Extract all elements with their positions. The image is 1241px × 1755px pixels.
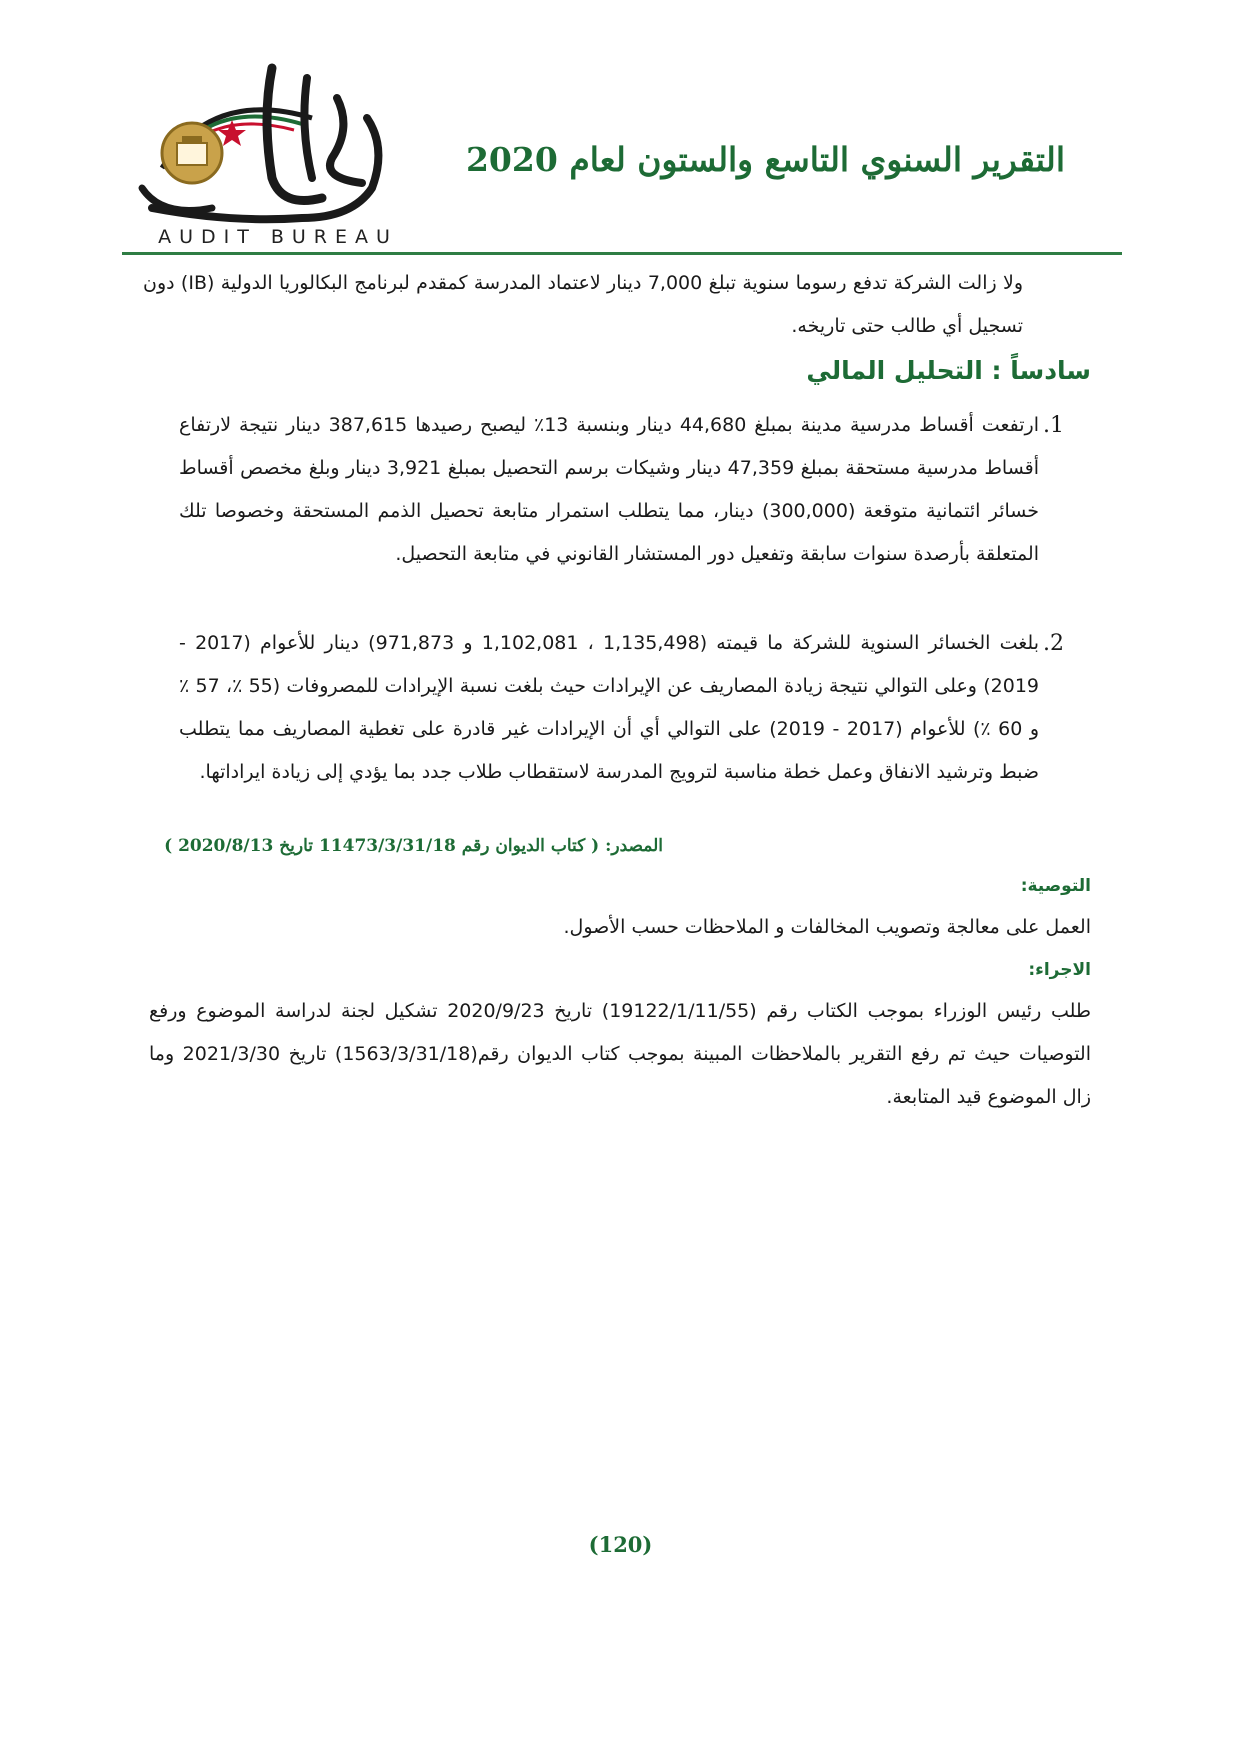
- action-block: [149, 990, 1091, 1119]
- report-title: [466, 140, 1065, 179]
- recommendation-block: [149, 906, 1091, 949]
- list-item-number: .2: [1043, 631, 1064, 656]
- action-label: الاجراء:: [1028, 960, 1091, 980]
- page-number: (120): [588, 1532, 653, 1557]
- report-year: 2020: [465, 140, 558, 179]
- calligraphy-logo-icon: [122, 58, 422, 228]
- intro-paragraph: ولا زالت الشركة تدفع رسوما سنوية تبلغ 7,000 دينار لاعتماد المدرسة كمقدم لبرنامج البكالوريا الدولية (IB) دون تسجيل أي طالب حتى تاريخه.: [143, 272, 1024, 337]
- page-header: [0, 0, 1241, 260]
- section-heading: سادساً : التحليل المالي: [806, 356, 1091, 385]
- recommendation-label: التوصية:: [1020, 876, 1091, 896]
- logo-english-text: AUDIT BUREAU: [158, 226, 398, 248]
- intro-block: [143, 262, 1023, 348]
- audit-bureau-logo: [122, 58, 422, 258]
- list-item-text: بلغت الخسائر السنوية للشركة ما قيمته (1,135,498 ، 1,102,081 و 971,873) دينار للأعوام (2017 - 2019) وعلى التوالي نتيجة زيادة المصاريف عن الإيرادات حيث بلغت نسبة الإيرادات للمصروفات (55 ٪، 57 ٪ و 60 ٪) للأعوام (2017 - 2019) على التوالي أي أن الإيرادات غير قادرة على تغطية المصاريف مما يتطلب ضبط وترشيد الانفاق وعمل خطة مناسبة لترويج المدرسة لاستقطاب طلاب جدد بما يؤدي إلى زيادة ايراداتها.: [179, 632, 1039, 783]
- list-item-number: .1: [1043, 413, 1064, 438]
- recommendation-text: العمل على معالجة وتصويب المخالفات و الملاحظات حسب الأصول.: [563, 916, 1091, 938]
- report-title-text: التقرير السنوي التاسع والستون لعام: [569, 140, 1065, 179]
- list-item-text: ارتفعت أقساط مدرسية مدينة بمبلغ 44,680 دينار وبنسبة 13٪ ليصبح رصيدها 387,615 دينار نتيجة لارتفاع أقساط مدرسية مستحقة بمبلغ 47,359 دينار وشيكات برسم التحصيل بمبلغ 3,921 دينار وبلغ مخصص أقساط خسائر ائتمانية متوقعة (300,000) دينار، مما يتطلب استمرار متابعة تحصيل الذمم المستحقة وخصوصا تلك المتعلقة بأرصدة سنوات سابقة وتفعيل دور المستشار القانوني في متابعة التحصيل.: [179, 414, 1040, 565]
- header-divider: [122, 252, 1122, 255]
- source-reference: المصدر: ( كتاب الديوان رقم 11473/3/31/18 تاريخ 2020/8/13 ): [164, 836, 663, 856]
- action-text: طلب رئيس الوزراء بموجب الكتاب رقم (19122/1/11/55) تاريخ 2020/9/23 تشكيل لجنة لدراسة الموضوع ورفع التوصيات حيث تم رفع التقرير بالملاحظات المبينة بموجب كتاب الديوان رقم(1563/3/31/18) تاريخ 2021/3/30 وما زال الموضوع قيد المتابعة.: [149, 1000, 1092, 1108]
